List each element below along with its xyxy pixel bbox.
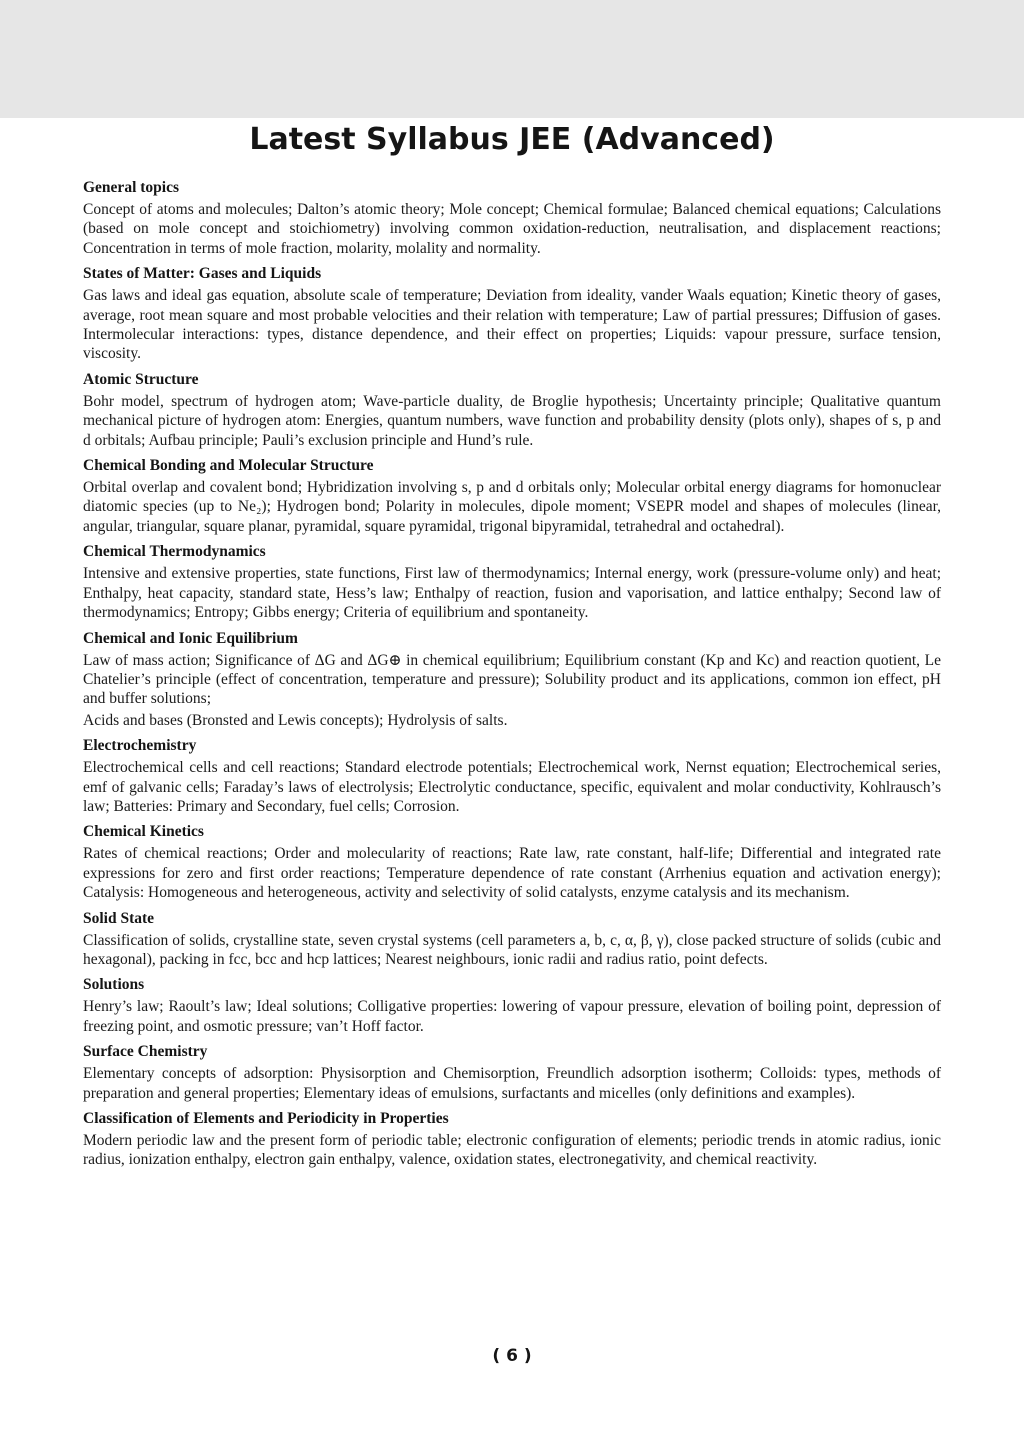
section-surface-chemistry xyxy=(83,1042,941,1103)
section-heading: Solutions xyxy=(83,976,145,994)
section-electrochemistry xyxy=(83,736,941,816)
section-heading: Surface Chemistry xyxy=(83,1043,208,1061)
section-heading: Chemical Thermodynamics xyxy=(83,543,266,561)
section-heading: Classification of Elements and Periodicity in Properties xyxy=(83,1110,449,1127)
section-body: Electrochemical cells and cell reactions; Standard electrode potentials; Electrochemical work, Nernst equation; Electrochemical series, emf of galvanic cells; Faraday’s laws of electrolysis; Electrolytic conductance, specific, equivalent and molar conductivity, Kohlrausch’s law; Batteries: Primary and Secondary, fuel cells; Corrosion. xyxy=(83,759,941,815)
section-body: Concept of atoms and molecules; Dalton’s atomic theory; Mole concept; Chemical formulae; Balanced chemical equations; Calculations (based on mole concept and stoichiometry) involving common oxidation-reduction, neutralisation, and displacement reactions; Concentration in terms of mole fraction, molarity, molality and normality. xyxy=(83,201,941,257)
section-general-topics xyxy=(83,178,941,258)
section-body: Elementary concepts of adsorption: Physisorption and Chemisorption, Freundlich adsorption isotherm; Colloids: types, methods of preparation and general properties; Elementary ideas of emulsions, surfactants and micelles (only definitions and examples). xyxy=(83,1065,941,1102)
section-heading: Chemical and Ionic Equilibrium xyxy=(83,629,298,647)
syllabus-content xyxy=(83,178,941,1176)
section-solutions xyxy=(83,975,941,1036)
section-body: Gas laws and ideal gas equation, absolute scale of temperature; Deviation from ideality, vander Waals equation; Kinetic theory of gases, average, root mean square and most probable velocities and their relation with temperature; Law of partial pressures; Diffusion of gases. Intermolecular interactions: types, distance dependence, and their effect on properties; Liquids: vapour pressure, surface tension, viscosity. xyxy=(83,287,941,363)
section-body: Classification of solids, crystalline state, seven crystal systems (cell parameters a, b, c, α, β, γ), close packed structure of solids (cubic and hexagonal), packing in fcc, bcc and hcp lattices; Nearest neighbours, ionic radii and radius ratio, point defects. xyxy=(83,931,941,968)
section-heading: General topics xyxy=(83,179,179,196)
section-heading: Chemical Kinetics xyxy=(83,823,204,841)
header-band xyxy=(0,0,1024,118)
section-body: Orbital overlap and covalent bond; Hybridization involving s, p and d orbitals only; Molecular orbital energy diagrams for homonuclear diatomic species (up to Ne₂); Hydrogen bond; Polarity in molecules, dipole moment; VSEPR model and shapes of molecules (linear, angular, triangular, square planar, pyramidal, square pyramidal, trigonal bipyramidal, tetrahedral and octahedral). xyxy=(83,479,941,535)
section-body: Modern periodic law and the present form of periodic table; electronic configuration of elements; periodic trends in atomic radius, ionic radius, ionization enthalpy, electron gain enthalpy, valence, oxidation states, electronegativity, and chemical reactivity. xyxy=(83,1132,941,1169)
section-heading: Atomic Structure xyxy=(83,370,199,388)
section-body: Henry’s law; Raoult’s law; Ideal solutions; Colligative properties: lowering of vapour pressure, elevation of boiling point, depression of freezing point, and osmotic pressure; van’t Hoff factor. xyxy=(83,998,941,1035)
section-chemical-thermodynamics xyxy=(83,542,941,622)
section-solid-state xyxy=(83,909,941,970)
section-chemical-kinetics xyxy=(83,822,941,902)
page-number: ( 6 ) xyxy=(492,1346,532,1366)
page-title: Latest Syllabus JEE (Advanced) xyxy=(249,122,775,157)
section-body: Law of mass action; Significance of ΔG and ΔG⊕ in chemical equilibrium; Equilibrium constant (Kp and Kc) and reaction quotient, Le Chatelier’s principle (effect of concentration, temperature and pressure); Solubility product and its applications, common ion effect, pH and buffer solutions; xyxy=(83,651,941,708)
section-body: Acids and bases (Bronsted and Lewis concepts); Hydrolysis of salts. xyxy=(83,711,508,729)
section-chemical-ionic-equilibrium xyxy=(83,629,941,731)
section-body: Bohr model, spectrum of hydrogen atom; Wave-particle duality, de Broglie hypothesis; Uncertainty principle; Qualitative quantum mechanical picture of hydrogen atom: Energies, quantum numbers, wave function and probability density (plots only), shapes of s, p and d orbitals; Aufbau principle; Pauli’s exclusion principle and Hund’s rule. xyxy=(83,392,941,449)
section-periodicity xyxy=(83,1109,941,1170)
section-body: Rates of chemical reactions; Order and molecularity of reactions; Rate law, rate constant, half-life; Differential and integrated rate expressions for zero and first order reactions; Temperature dependence of rate constant (Arrhenius equation and activation energy); Catalysis: Homogeneous and heterogeneous, activity and selectivity of solid catalysts, enzyme catalysis and its mechanism. xyxy=(83,845,941,902)
section-heading: Chemical Bonding and Molecular Structure xyxy=(83,457,374,475)
section-atomic-structure xyxy=(83,370,941,450)
section-chemical-bonding xyxy=(83,456,941,536)
section-states-of-matter xyxy=(83,264,941,364)
section-heading: States of Matter: Gases and Liquids xyxy=(83,265,322,283)
section-heading: Electrochemistry xyxy=(83,737,197,755)
section-heading: Solid State xyxy=(83,909,155,927)
section-body: Intensive and extensive properties, state functions, First law of thermodynamics; Internal energy, work (pressure-volume only) and heat; Enthalpy, heat capacity, standard state, Hess’s law; Enthalpy of reaction, fusion and vaporisation, and lattice enthalpy; Second law of thermodynamics; Entropy; Gibbs energy; Criteria of equilibrium and spontaneity. xyxy=(83,565,941,622)
